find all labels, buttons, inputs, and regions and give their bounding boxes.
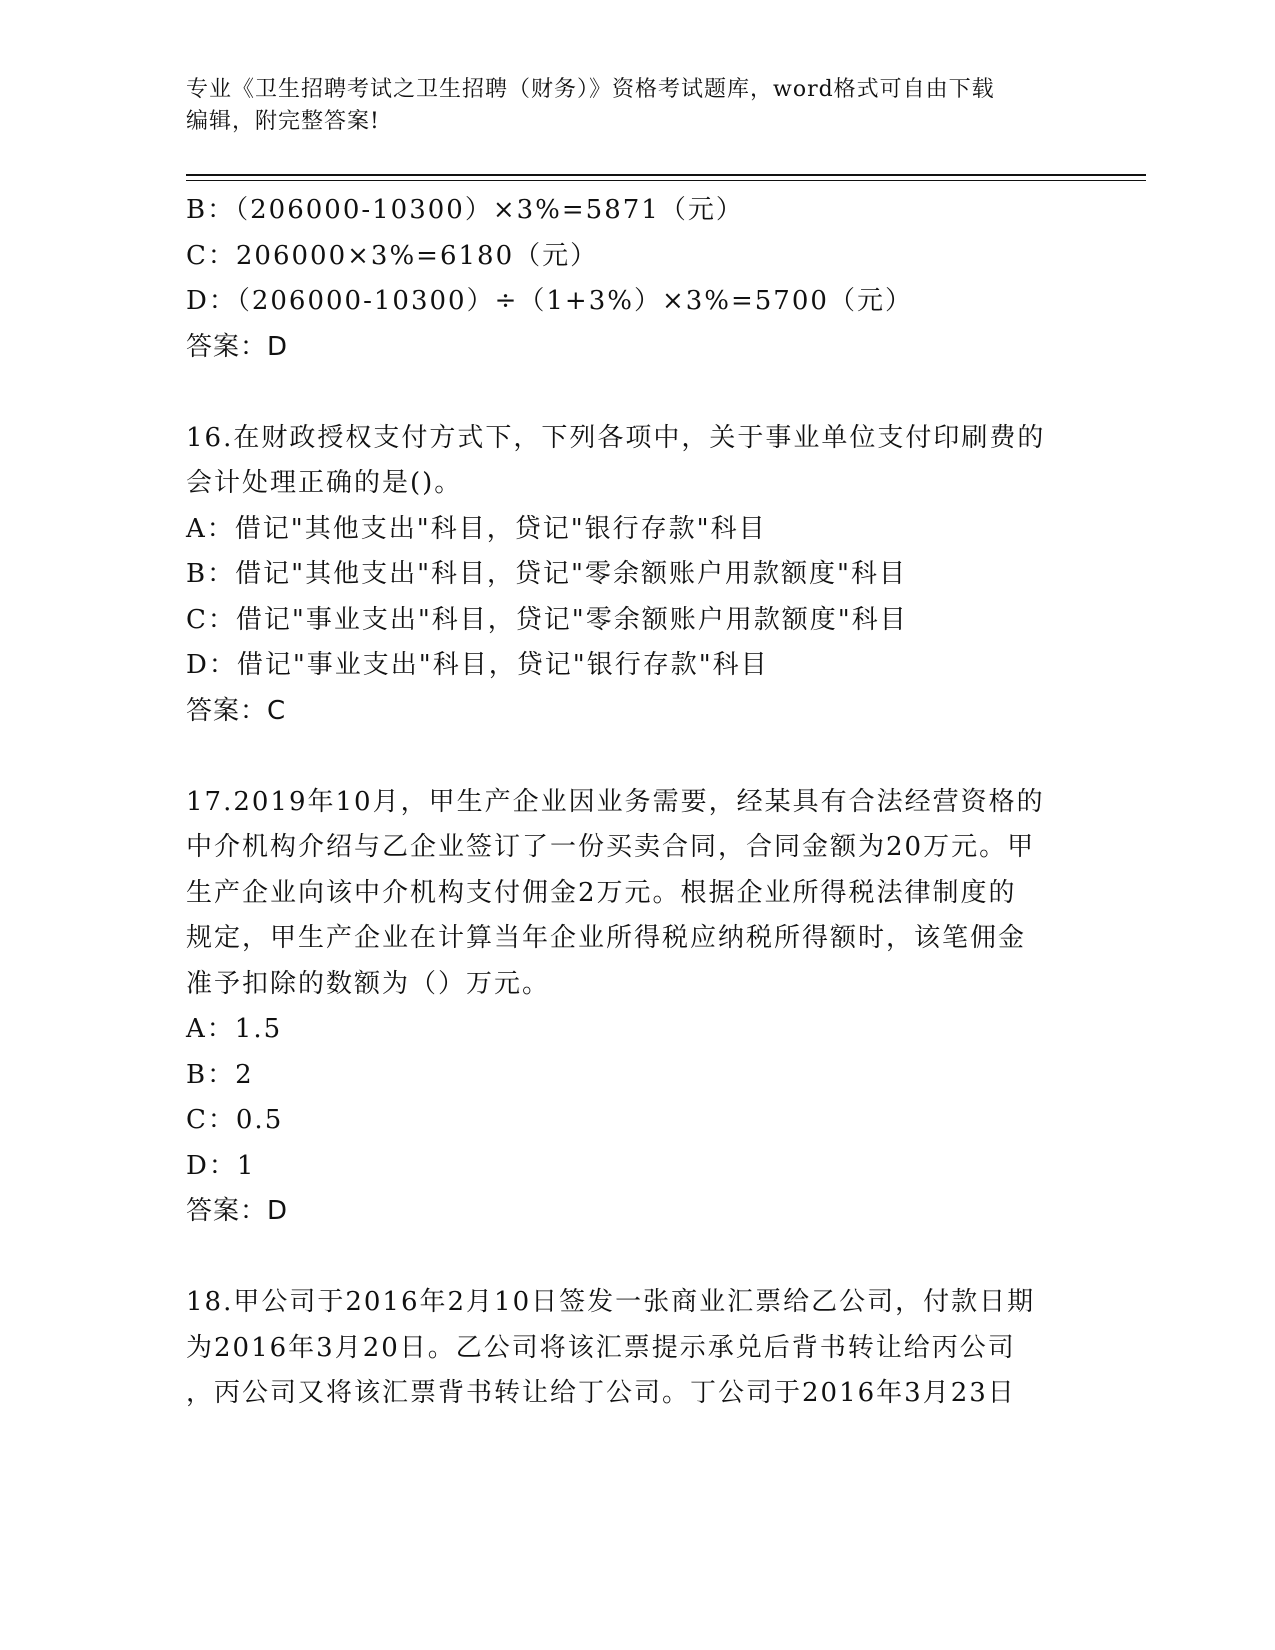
header-divider-thick (186, 174, 1146, 176)
question-stem: 中介机构介绍与乙企业签订了一份买卖合同，合同金额为20万元。甲 (186, 832, 1036, 862)
option-c: C：0.5 (186, 1105, 284, 1135)
question-stem: 规定，甲生产企业在计算当年企业所得税应纳税所得额时，该笔佣金 (186, 923, 1027, 953)
option-d: D：1 (186, 1150, 256, 1181)
question-17 (186, 780, 1086, 1235)
header-line-1: 专业《卫生招聘考试之卫生招聘（财务）》资格考试题库，word格式可自由下载 (186, 77, 995, 102)
question-stem: 准予扣除的数额为（）万元。 (186, 968, 551, 999)
question-15-tail (186, 188, 1086, 370)
question-stem: 16.在财政授权支付方式下，下列各项中，关于事业单位支付印刷费的 (186, 422, 1046, 453)
option-a: A：借记"其他支出"科目，贷记"银行存款"科目 (186, 513, 767, 544)
option-c: C：206000×3%=6180（元） (186, 240, 599, 271)
answer: 答案：D (186, 331, 289, 362)
question-stem: ，丙公司又将该汇票背书转让给丁公司。丁公司于2016年3月23日 (186, 1378, 1016, 1408)
spacer (186, 1235, 1086, 1281)
option-b: B：2 (186, 1059, 254, 1090)
option-d: D：（206000-10300）÷（1+3%）×3%=5700（元） (186, 286, 913, 316)
question-stem: 18.甲公司于2016年2月10日签发一张商业汇票给乙公司，付款日期 (186, 1287, 1036, 1317)
option-c: C：借记"事业支出"科目，贷记"零余额账户用款额度"科目 (186, 604, 908, 635)
question-stem: 为2016年3月20日。乙公司将该汇票提示承兑后背书转让给丙公司 (186, 1332, 1016, 1363)
answer: 答案：D (186, 1196, 289, 1226)
document-header (186, 74, 1066, 138)
header-divider-thin (186, 180, 1146, 181)
question-18 (186, 1280, 1086, 1417)
option-d: D：借记"事业支出"科目，贷记"银行存款"科目 (186, 650, 769, 680)
option-a: A：1.5 (186, 1014, 283, 1044)
spacer (186, 370, 1086, 416)
question-stem: 会计处理正确的是()。 (186, 468, 463, 498)
question-16 (186, 416, 1086, 735)
question-stem: 17.2019年10月，甲生产企业因业务需要，经某具有合法经营资格的 (186, 786, 1045, 817)
answer: 答案：C (186, 695, 287, 726)
header-line-2: 编辑，附完整答案! (186, 109, 380, 134)
question-content (186, 188, 1086, 1417)
question-stem: 生产企业向该中介机构支付佣金2万元。根据企业所得税法律制度的 (186, 877, 1017, 908)
option-b: B：借记"其他支出"科目，贷记"零余额账户用款额度"科目 (186, 559, 907, 589)
option-b: B：（206000-10300）×3%=5871（元） (186, 195, 744, 225)
spacer (186, 734, 1086, 780)
